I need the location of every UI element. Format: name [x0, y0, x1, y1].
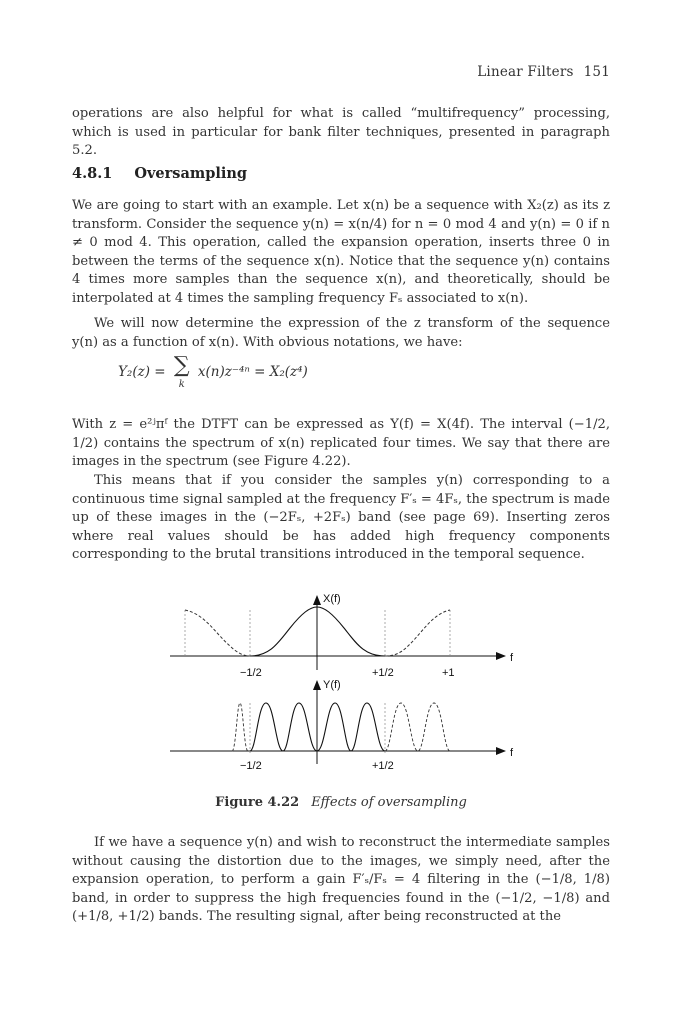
bottom-image-right-dashed — [385, 703, 450, 751]
caption-label: Figure 4.22 — [215, 795, 300, 810]
paragraph-4-text: This means that if you consider the samples y(n) corresponding to a continuous time signal sampled at the frequency F′ₛ = 4Fₛ, the spectrum is made up of these images in the (−2Fₛ, +2Fₛ) band (see page 69). Inserting zeros where real values should be has added high frequency components corresponding to the brutal transitions introduced in the temporal sequence. — [72, 473, 610, 563]
summation — [174, 355, 190, 390]
bottom-ylabel: Y(f) — [323, 679, 341, 691]
paragraph-3-text: With z = e²ʲπᶠ the DTFT can be expressed as Y(f) = X(4f). The interval (−1/2, 1/2) contains the spectrum of x(n) replicated four times. We say that there are images in the spectrum (see Figure 4.22). — [72, 417, 610, 470]
summation-index: k — [178, 379, 185, 390]
intro-text: operations are also helpful for what is called “multifrequency” processing, which is used in particular for bank filter techniques, presented in paragraph 5.2. — [72, 106, 610, 159]
section-number: 4.8.1 — [72, 165, 113, 182]
top-ylabel: X(f) — [323, 593, 341, 605]
z-transform-equation — [118, 355, 308, 390]
paragraph-5-text: If we have a sequence y(n) and wish to reconstruct the intermediate samples without causing the distortion due to the images, we simply need, after the expansion operation, to perform a gain F′ₛ/Fₛ = 4 filtering in the (−1/8, 1/8) band, in order to suppress the high frequencies found in the (−1/2, −1/8) and (+1/8, +1/2) bands. The resulting signal, after being reconstructed at the — [72, 835, 610, 925]
running-head — [477, 64, 610, 80]
paragraph-2-text: We will now determine the expression of the z transform of the sequence y(n) as a function of x(n). With obvious notations, we have: — [72, 316, 610, 350]
top-tick-minus-half: −1/2 — [240, 667, 262, 679]
bottom-tick-minus-half: −1/2 — [240, 760, 262, 772]
bottom-xlabel: f — [510, 747, 514, 759]
top-image-left — [185, 610, 250, 656]
paragraph-1-text: We are going to start with an example. Let x(n) be a sequence with X₂(z) as its z transform. Consider the sequence y(n) = x(n/4) for n = 0 mod 4 and y(n) = 0 if n ≠ 0 mod 4. This operation, called the expansion operation, inserts three 0 in between the terms of the sequence x(n). Notice that the sequence y(n) contains 4 times more samples than the sequence x(n), and theoretically, should be interpolated at 4 times the sampling frequency Fₛ associated to x(n). — [72, 198, 610, 306]
section-heading — [72, 165, 247, 182]
equation-lhs: Y₂(z) = — [118, 364, 166, 380]
running-title: Linear Filters — [477, 64, 574, 80]
paragraph-2 — [72, 315, 610, 352]
intro-paragraph — [72, 105, 610, 161]
top-xlabel: f — [510, 652, 514, 664]
sigma-symbol: ∑ — [173, 353, 190, 378]
figure-4-22 — [160, 588, 520, 782]
top-plot — [170, 593, 514, 679]
paragraph-1 — [72, 197, 610, 309]
paragraph-5 — [72, 834, 610, 927]
section-title: Oversampling — [134, 165, 248, 182]
figure-caption — [72, 795, 610, 810]
page-number: 151 — [583, 64, 610, 80]
paragraph-3 — [72, 416, 610, 472]
bottom-tick-plus-half: +1/2 — [372, 760, 394, 772]
top-image-right — [385, 610, 450, 656]
oversampling-figure — [160, 588, 520, 778]
top-tick-plus-one: +1 — [442, 667, 455, 679]
bottom-image-left-dashed — [232, 703, 248, 751]
bottom-plot — [170, 679, 514, 772]
paragraph-4 — [72, 472, 610, 565]
equation-rhs: x(n)z⁻⁴ⁿ = X₂(z⁴) — [197, 364, 308, 380]
caption-text: Effects of oversampling — [311, 795, 467, 810]
top-tick-plus-half: +1/2 — [372, 667, 394, 679]
